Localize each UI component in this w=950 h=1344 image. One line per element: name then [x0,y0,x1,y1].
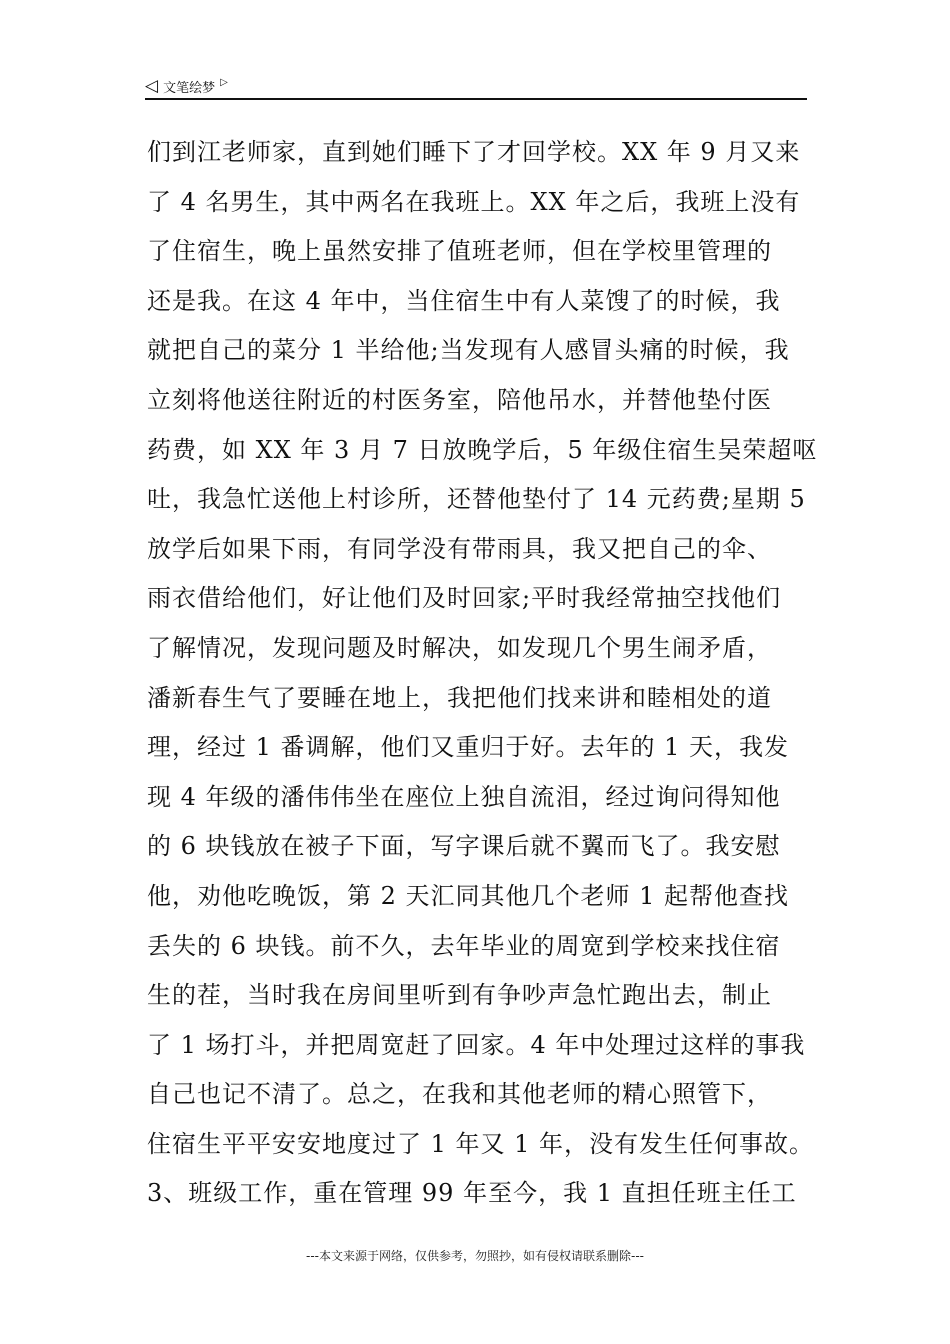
body-line: 自己也记不清了。总之，在我和其他老师的精心照管下， [147,1080,772,1109]
body-line: 就把自己的菜分 1 半给他;当发现有人感冒头痛的时候，我 [147,336,790,365]
body-line: 现 4 年级的潘伟伟坐在座位上独自流泪，经过询问得知他 [147,782,781,811]
body-line: 了住宿生，晚上虽然安排了值班老师，但在学校里管理的 [147,237,772,266]
body-line: 住宿生平平安安地度过了 1 年又 1 年，没有发生任何事故。 [147,1129,815,1158]
body-line: 立刻将他送往附近的村医务室，陪他吊水，并替他垫付医 [147,385,772,414]
body-line: 他，劝他吃晚饭，第 2 天汇同其他几个老师 1 起帮他查找 [147,881,790,910]
body-line: 的 6 块钱放在被子下面，写字课后就不翼而飞了。我安慰 [147,832,781,861]
body-line: 还是我。在这 4 年中，当住宿生中有人菜馊了的时候，我 [147,286,781,315]
body-line: 生的茬，当时我在房间里听到有争吵声急忙跑出去，制止 [147,981,772,1010]
triangle-left-icon: ◁ [145,75,159,96]
header-title: 文笔绘梦 [163,80,216,96]
body-line: 潘新春生气了要睡在地上，我把他们找来讲和睦相处的道 [147,683,772,712]
body-line: 药费，如 XX 年 3 月 7 日放晚学后，5 年级住宿生吴荣超呕 [147,435,818,464]
body-line: 3、班级工作，重在管理 99 年至今，我 1 直担任班主任工 [147,1179,797,1208]
body-line: 吐，我急忙送他上村诊所，还替他垫付了 14 元药费;星期 5 [147,485,806,514]
body-line: 放学后如果下雨，有同学没有带雨具，我又把自己的伞、 [147,534,772,563]
document-body [147,128,827,1219]
body-line: 们到江老师家，直到她们睡下了才回学校。XX 年 9 月又来 [147,138,801,166]
page-footer: ---本文来源于网络，仅供参考，勿照抄，如有侵权请联系删除--- [306,1249,644,1263]
body-line: 理，经过 1 番调解，他们又重归于好。去年的 1 天，我发 [147,733,790,762]
body-line: 了解情况，发现问题及时解决，如发现几个男生闹矛盾， [147,633,772,662]
body-line: 了 1 场打斗，并把周宽赶了回家。4 年中处理过这样的事我 [147,1030,806,1059]
body-line: 了 4 名男生，其中两名在我班上。XX 年之后，我班上没有 [147,187,801,216]
triangle-right-icon: ▷ [220,77,228,88]
body-line: 丢失的 6 块钱。前不久，去年毕业的周宽到学校来找住宿 [147,931,781,960]
body-line: 雨衣借给他们，好让他们及时回家;平时我经常抽空找他们 [147,584,782,613]
page-header [145,74,807,100]
